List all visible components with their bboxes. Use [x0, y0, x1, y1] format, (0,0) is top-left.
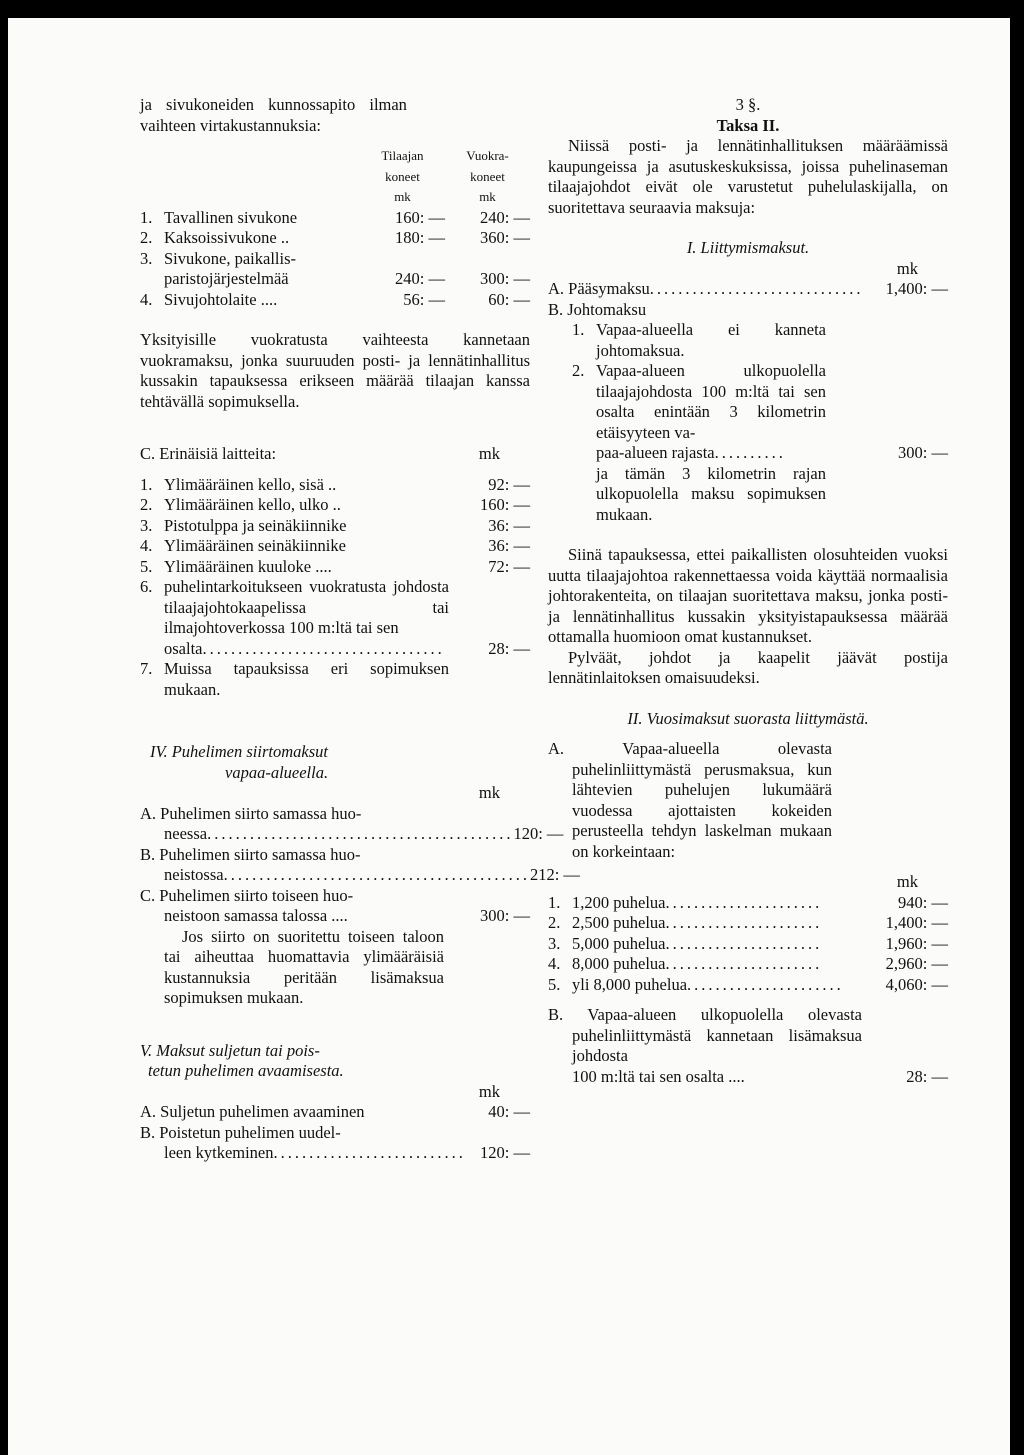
ii-item-b-amount: 28: —: [906, 1066, 948, 1086]
item-amount: 2,960: —: [885, 954, 948, 973]
list-item: [140, 516, 530, 537]
v-item-b-end: leen kytkeminen: [164, 1143, 274, 1162]
th-col1-1: Tilaajan: [381, 148, 424, 163]
item-number: 2.: [140, 495, 153, 514]
left-scan-edge: [0, 0, 8, 1455]
item-number: 3.: [548, 933, 561, 953]
iv-item-b: B. Puhelimen siirto samassa huo-: [140, 844, 361, 864]
row-number: 4.: [140, 289, 153, 309]
row-label: Sivujohtolaite ....: [164, 289, 278, 309]
item-amount: 1,400: —: [885, 913, 948, 932]
row-number: 2.: [140, 228, 153, 247]
top-scan-edge: [0, 0, 1024, 18]
v-item-a: A. Suljetun puhelimen avaaminen: [140, 1102, 365, 1121]
row-value-owner: 160: —: [395, 207, 445, 227]
item-label: 5,000 puhelua: [572, 933, 666, 953]
property-paragraph: Pylväät, johdot ja kaapelit jäävät postija lennätinlaitoksen omaisuudeksi.: [548, 647, 948, 687]
list-item: 1. 1,200 puhelua ...................... 940: —: [548, 892, 948, 912]
th-col2-1: Vuokra-: [466, 148, 509, 163]
item-number: 5.: [548, 974, 561, 994]
item-label: Pistotulppa ja seinäkiinnike: [164, 515, 347, 535]
list-item: 6. puhelintarkoitukseen vuokratusta johdosta tilaajajohtokaapelissa tai ilmajohtoverkossa 100 m:ltä tai sen osalta .................................. 28: —: [140, 577, 530, 658]
item-amount: 28: —: [488, 638, 530, 658]
iv-item-c-end: neistoon samassa talossa ....: [164, 906, 348, 925]
item-label: Ylimääräinen kuuloke ....: [164, 556, 332, 576]
table-row: [140, 249, 530, 270]
iv-item-c-amount: 300: —: [480, 906, 530, 925]
item-number: 4.: [548, 954, 561, 973]
item-label-cont: ja tämän 3 kilometrin rajan ulkopuolella maksu sopimuksen mukaan.: [596, 463, 826, 524]
iv-item-b-amount: 212: —: [529, 865, 580, 884]
row-value-rental: 240: —: [480, 207, 530, 227]
item-number: 3.: [140, 515, 153, 535]
item-amount: 1,960: —: [885, 933, 948, 953]
item-label: 2,500 puhelua: [572, 913, 666, 932]
item-amount: 36: —: [488, 515, 530, 535]
item-number: 6.: [140, 577, 153, 596]
intro-line-2: vaihteen virtakustannuksia:: [140, 115, 321, 135]
section-ii-title: II. Vuosimaksut suorasta liittymästä.: [627, 708, 869, 728]
row-value-rental: 360: —: [480, 228, 530, 247]
row-label: paristojärjestelmää: [164, 269, 289, 288]
row-number: 1.: [140, 207, 153, 227]
item-number: 7.: [140, 659, 153, 678]
item-label: yli 8,000 puhelua: [572, 974, 688, 994]
i-item-a: A. Pääsymaksu: [548, 279, 650, 298]
th-col2-3: mk: [479, 189, 496, 204]
item-label: Vapaa-alueella ei kanneta johtomaksua.: [596, 320, 826, 360]
row-number: 3.: [140, 248, 153, 268]
private-exchange-paragraph: Yksityisille vuokratusta vaihteesta kannetaan vuokramaksu, jonka suuruuden posti- ja lennätinhallitus kussakin tapauksessa erikseen määrää tilaajan kanssa tehtävällä sopimuksella.: [140, 330, 530, 411]
item-amount: 72: —: [488, 556, 530, 576]
row-value-rental: 300: —: [480, 269, 530, 288]
item-label: Vapaa-alueen ulkopuolella tilaajajohdosta 100 m:ltä tai sen osalta enintään 3 kilometrin etäisyyteen va-: [596, 361, 826, 442]
section-v-title: V. Maksut suljetun tai pois-: [140, 1040, 320, 1060]
iv-item-a-amount: 120: —: [513, 824, 564, 843]
item-amount: 940: —: [898, 892, 948, 912]
item-number: 4.: [140, 536, 153, 555]
list-item: [140, 495, 530, 516]
section-c-unit: mk: [478, 444, 500, 463]
list-item: 2. 2,500 puhelua ...................... 1,400: —: [548, 913, 948, 932]
item-number: 2.: [548, 913, 561, 932]
item-amount: 36: —: [488, 536, 530, 555]
row-value-owner: 180: —: [395, 228, 445, 247]
row-value-owner: 240: —: [395, 269, 445, 288]
row-value-owner: 56: —: [403, 289, 445, 309]
table-row: [140, 290, 530, 311]
th-col1-2: koneet: [385, 168, 420, 184]
list-item: [140, 536, 530, 557]
iv-item-c: C. Puhelimen siirto toiseen huo-: [140, 885, 354, 905]
list-item: 2. Vapaa-alueen ulkopuolella tilaajajohdosta 100 m:ltä tai sen osalta enintään 3 kilometrin etäisyyteen va- paa-alueen rajasta .......... 300: — ja tämän 3 kilometrin rajan ulkopuolella maksu sopimuksen mukaan.: [572, 361, 948, 524]
list-item: [548, 320, 948, 361]
item-label-end: osalta: [164, 638, 203, 658]
section-iv-title: IV. Puhelimen siirtomaksut: [150, 742, 328, 761]
row-label: Sivukone, paikallis-: [164, 248, 296, 268]
section-v-unit: mk: [478, 1081, 500, 1101]
section-ii-unit: mk: [896, 872, 918, 891]
ii-item-a: A. Vapaa-alueella olevasta puhelinliittymästä perusmaksua, kun lähtevien puhelujen lukumäärä vuodessa ajottaisten kokeiden perusteella tehdyn laskelman mukaan on korkeintaan:: [548, 739, 832, 861]
table-row: [140, 228, 530, 249]
iv-item-a-end: neessa: [164, 824, 208, 843]
v-item-a-amount: 40: —: [488, 1102, 530, 1121]
item-label: Ylimääräinen kello, sisä ..: [164, 474, 337, 494]
th-col1-3: mk: [394, 189, 411, 204]
item-amount: 4,060: —: [885, 974, 948, 994]
item-label: 1,200 puhelua: [572, 892, 666, 912]
item-number: 1.: [572, 320, 585, 339]
tariff-title: Taksa II.: [716, 115, 780, 135]
list-item: 4. 8,000 puhelua ...................... 2,960: —: [548, 954, 948, 973]
v-item-b: B. Poistetun puhelimen uudel-: [140, 1122, 341, 1142]
list-item: [140, 475, 530, 496]
item-number: 5.: [140, 556, 153, 576]
local-conditions-paragraph: Siinä tapauksessa, ettei paikallisten olosuhteiden vuoksi uutta tilaajajohtoa rakennettaessa voida käyttää normaalisia johtorakenteita, on tilaajan suoritettava maksu, jonka posti- ja lennätinhallitus kussakin yksityistapauksessa määrää ottamalla huomioon omat kustannukset.: [548, 545, 948, 646]
section-i-title: I. Liittymismaksut.: [686, 238, 810, 257]
list-item: [140, 659, 530, 700]
list-item: [140, 557, 530, 578]
row-value-rental: 60: —: [488, 289, 530, 309]
row-value-rental: [445, 249, 530, 270]
i-item-b: B. Johtomaksu: [548, 299, 647, 319]
ii-item-b-end: 100 m:ltä tai sen osalta ....: [572, 1066, 745, 1086]
section-iv-unit: mk: [478, 783, 500, 802]
list-item: 5. yli 8,000 puhelua ...................... 4,060: —: [548, 974, 948, 994]
i-item-a-amount: 1,400: —: [885, 279, 948, 298]
iv-item-c-note: Jos siirto on suoritettu toiseen taloon tai aiheuttaa huomattavia ylimääräisiä kustannuksia peritään lisämaksua sopimuksen mukaan.: [164, 926, 444, 1007]
intro-line-1: ja sivukoneiden kunnossapito ilman: [140, 95, 407, 114]
table-row: [140, 269, 530, 290]
table-row: [140, 208, 530, 229]
section-i-unit: mk: [896, 258, 918, 278]
iv-item-a: A. Puhelimen siirto samassa huo-: [140, 803, 362, 823]
item-label: 8,000 puhelua: [572, 954, 666, 973]
section-v-title-cont: tetun puhelimen avaamisesta.: [148, 1061, 344, 1080]
v-item-b-amount: 120: —: [480, 1143, 530, 1162]
item-amount: 160: —: [480, 495, 530, 514]
item-number: 1.: [548, 892, 561, 912]
item-label-end: paa-alueen rajasta: [596, 443, 715, 462]
row-value-owner: [360, 249, 445, 270]
rental-table: [140, 146, 530, 310]
section-c-title: C. Erinäisiä laitteita:: [140, 444, 277, 463]
tariff-intro: Niissä posti- ja lennätinhallituksen määräämissä kaupungeissa ja asutuskeskuksissa, joissa puhelinaseman tilaajajohdot eivät ole varustetut puhelulaskijalla, on suoritettava seuraavia maksuja:: [548, 136, 948, 217]
right-scan-edge: [1010, 0, 1024, 1455]
item-number: 2.: [572, 361, 585, 380]
item-label: puhelintarkoitukseen vuokratusta johdosta tilaajajohtokaapelissa tai ilmajohtoverkossa 100 m:ltä tai sen: [164, 577, 449, 637]
right-column: 3 §. Taksa II. Niissä posti- ja lennätinhallituksen määräämissä kaupungeissa ja asutuskeskuksissa, joissa puhelinaseman tilaajajohdot eivät ole varustetut puhelulaskijalla, on suoritettava seuraavia maksuja: I. Liittymismaksut. mk A. Pääsymaksu .............................. 1,400: — B. Johtomaksu 1. Vapaa-alueella ei kanneta johtomaksua. 2. Vapaa-alueen ulkopuolella tilaajajohdosta 100 m:ltä tai sen osalta enintään 3 kilometrin etäisyyteen va- paa-alueen rajasta .......... 300: — ja tämän 3 kilometrin rajan ulkopuolella maksu sopimuksen mukaan. Siinä tapauksessa, ettei paikallisten olosuhteiden vuoksi uutta tilaajajohtoa rakennettaessa voida käyttää normaalisia johtorakenteita, on tilaajan suoritettava maksu, jonka posti- ja lennätinhallitus kussakin yksityistapauksessa määrää ottamalla huomioon omat kustannukset. Pylväät, johdot ja kaapelit jäävät postija lennätinlaitoksen omaisuudeksi. II. Vuosimaksut suorasta liittymästä. A. Vapaa-alueella olevasta puhelinliittymästä perusmaksua, kun lähtevien puhelujen lukumäärä vuodessa ajottaisten kokeiden perusteella tehdyn laskelman mukaan on korkeintaan: mk 1. 1,200 puhelua ...................... 940: — 2. 2,500 puhelua ...................... 1,400: — 3. 5,000 puhelua ...................... 1,960: — 4. 8,000 puhelua ...................... 2,960: — 5. yli 8,000 puhelua ...................... 4,060: — B. Vapaa-alueen ulkopuolella olevasta puhelinliittymästä kannetaan lisämaksua johdosta 100 m:ltä tai sen osalta .... 28: —: [548, 95, 948, 1086]
list-item: 3. 5,000 puhelua ...................... 1,960: —: [548, 933, 948, 953]
row-label: Tavallinen sivukone: [164, 207, 298, 227]
item-amount: 92: —: [488, 474, 530, 494]
item-label: Muissa tapauksissa eri sopimuksen mukaan.: [164, 659, 449, 699]
section-number: 3 §.: [735, 95, 761, 114]
item-amount: 300: —: [898, 443, 948, 462]
section-iv-title-cont: vapaa-alueella.: [225, 762, 329, 782]
section-c-heading: [140, 444, 530, 465]
ii-item-b: B. Vapaa-alueen ulkopuolella olevasta puhelinliittymästä kannetaan lisämaksua johdosta: [548, 1005, 862, 1065]
iv-item-b-end: neistossa: [164, 865, 224, 884]
item-label: Ylimääräinen seinäkiinnike: [164, 536, 346, 555]
item-label: Ylimääräinen kello, ulko ..: [164, 495, 341, 514]
row-label: Kaksoissivukone ..: [164, 228, 290, 247]
left-column: ja sivukoneiden kunnossapito ilman vaihteen virtakustannuksia: Tilaajan koneet mk Vuokra- koneet mk 1. Tavallinen sivukone 160: — 240: — 2. Kaksoissivukone .. 180: — 360: — 3. Sivukone, paikallis- paristojärjestelmää 240: — 300: — 4. Sivujohtolaite .... 56: — 60: — Yksityisille vuokratusta vaihteesta kannetaan vuokramaksu, jonka suuruuden posti- ja lennätinhallitus kussakin tapauksessa erikseen määrää tilaajan kanssa tehtävällä sopimuksella. C. Erinäisiä laitteita: mk 1. Ylimääräinen kello, sisä .. 92: — 2. Ylimääräinen kello, ulko .. 160: — 3. Pistotulppa ja seinäkiinnike 36: — 4. Ylimääräinen seinäkiinnike 36: — 5. Ylimääräinen kuuloke .... 72: — 6. puhelintarkoitukseen vuokratusta johdosta tilaajajohtokaapelissa tai ilmajohtoverkossa 100 m:ltä tai sen osalta .................................. 28: — 7. Muissa tapauksissa eri sopimuksen mukaan. IV. Puhelimen siirtomaksut vapaa-alueella. mk A. Puhelimen siirto samassa huo- neessa ........................................... 120: — B. Puhelimen siirto samassa huo- neistossa ........................................... 212: — C. Puhelimen siirto toiseen huo- neistoon samassa talossa .... 300: — Jos siirto on suoritettu toiseen taloon tai aiheuttaa huomattavia ylimääräisiä kustannuksia peritään lisämaksua sopimuksen mukaan. V. Maksut suljetun tai pois- tetun puhelimen avaamisesta. mk A. Suljetun puhelimen avaaminen 40: — B. Poistetun puhelimen uudel- leen kytkeminen ........................... 120: —: [140, 95, 580, 1162]
th-col2-2: koneet: [470, 168, 505, 184]
item-number: 1.: [140, 474, 153, 494]
